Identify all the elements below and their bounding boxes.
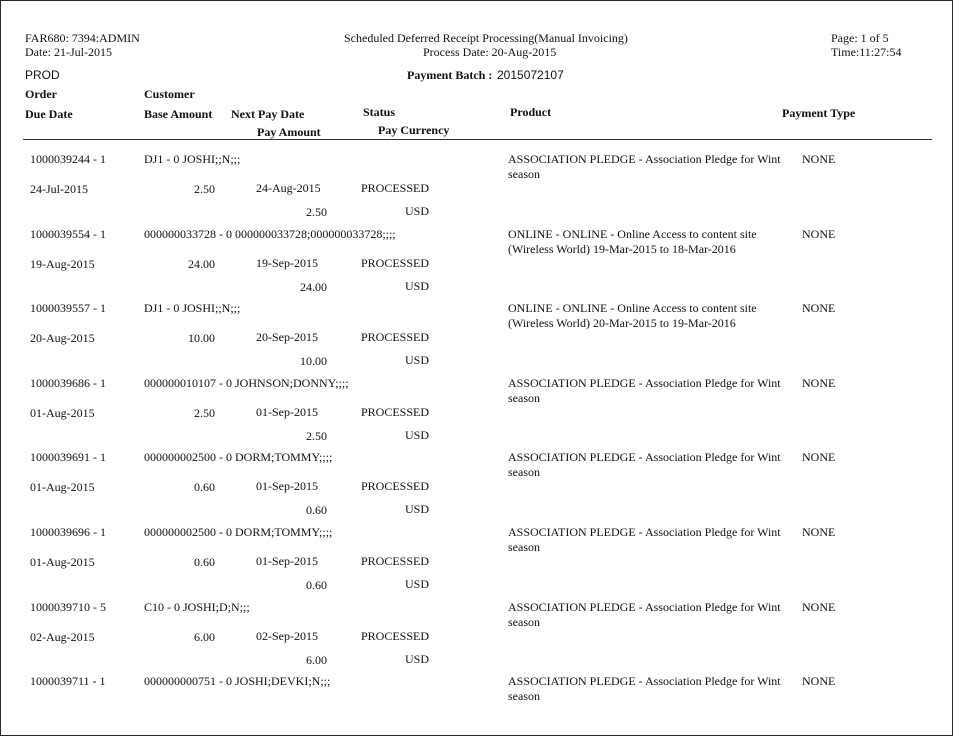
col-product: Product (510, 105, 552, 119)
pay-amount: 2.50 (306, 205, 327, 219)
customer-name: 000000002500 - 0 DORM;TOMMY;;;; (144, 525, 333, 539)
product-line-2: (Wireless World) 19-Mar-2015 to 18-Mar-2016 (508, 241, 736, 256)
record-row (1, 663, 952, 736)
product-line-1: ONLINE - ONLINE - Online Access to content site (508, 301, 757, 316)
status: PROCESSED (361, 330, 430, 345)
order-number: 1000039710 - 5 (30, 599, 106, 614)
col-payment-type: Payment Type (782, 106, 856, 120)
status: PROCESSED (361, 554, 430, 568)
product-line-2: (Wireless World) 20-Mar-2015 to 19-Mar-2016 (508, 316, 736, 331)
pay-currency: USD (405, 427, 430, 442)
environment-label: PROD (25, 68, 60, 82)
record-row (1, 589, 952, 667)
product-line-2: season (508, 689, 540, 704)
pay-currency: USD (405, 651, 430, 666)
payment-batch-label: Payment Batch : (407, 68, 493, 82)
due-date: 01-Aug-2015 (30, 480, 95, 495)
base-amount: 6.00 (194, 629, 215, 644)
report-id: FAR680: 7394:ADMIN (25, 31, 140, 45)
due-date: 19-Aug-2015 (30, 256, 95, 271)
record-row (1, 439, 952, 518)
process-date: Process Date: 20-Aug-2015 (423, 45, 557, 59)
pay-amount: 6.00 (306, 652, 327, 667)
next-pay-date: 01-Sep-2015 (256, 404, 318, 419)
payment-type: NONE (802, 375, 836, 390)
col-pay-currency: Pay Currency (378, 123, 450, 137)
payment-type: NONE (802, 674, 836, 689)
next-pay-date: 24-Aug-2015 (256, 181, 321, 195)
pay-currency: USD (405, 278, 430, 293)
page-number: Page: 1 of 5 (831, 31, 889, 45)
payment-batch-value: 2015072107 (497, 68, 564, 82)
product-line-2: season (508, 390, 540, 405)
col-base-amount: Base Amount (144, 107, 213, 121)
customer-name: DJ1 - 0 JOSHI;;N;;; (144, 152, 241, 166)
base-amount: 0.60 (194, 480, 215, 495)
product-line-1: ASSOCIATION PLEDGE - Association Pledge for Wint (508, 450, 781, 465)
payment-type: NONE (802, 525, 836, 539)
pay-amount: 0.60 (306, 578, 327, 592)
status: PROCESSED (361, 479, 430, 494)
status: PROCESSED (361, 628, 430, 643)
pay-currency: USD (405, 502, 430, 517)
pay-currency: USD (405, 353, 430, 368)
record-row (1, 290, 952, 369)
pay-amount: 24.00 (300, 279, 327, 294)
report-date: Date: 21-Jul-2015 (25, 45, 112, 59)
order-number: 1000039686 - 1 (30, 375, 106, 390)
pay-amount: 2.50 (306, 428, 327, 443)
status: PROCESSED (361, 181, 430, 195)
due-date: 24-Jul-2015 (30, 182, 88, 196)
order-number: 1000039244 - 1 (30, 152, 106, 166)
payment-type: NONE (802, 226, 836, 241)
product-line-1: ONLINE - ONLINE - Online Access to content site (508, 226, 757, 241)
product-line-1: ASSOCIATION PLEDGE - Association Pledge for Wint (508, 674, 781, 689)
customer-name: 000000033728 - 0 000000033728;000000033728;;;; (144, 226, 396, 241)
base-amount: 0.60 (194, 555, 215, 569)
payment-type: NONE (802, 301, 836, 316)
customer-name: 000000000751 - 0 JOSHI;DEVKI;N;;; (144, 674, 331, 689)
customer-name: 000000002500 - 0 DORM;TOMMY;;;; (144, 450, 333, 465)
base-amount: 2.50 (194, 182, 215, 196)
due-date: 02-Aug-2015 (30, 629, 95, 644)
product-line-1: ASSOCIATION PLEDGE - Association Pledge for Wint (508, 375, 781, 390)
due-date: 01-Aug-2015 (30, 405, 95, 420)
payment-type: NONE (802, 599, 836, 614)
customer-name: C10 - 0 JOSHI;D;N;;; (144, 599, 250, 614)
order-number: 1000039711 - 1 (30, 674, 106, 689)
pay-amount: 10.00 (300, 354, 327, 369)
report-time: Time:11:27:54 (831, 45, 902, 59)
product-line-2: season (508, 614, 540, 629)
order-number: 1000039554 - 1 (30, 226, 106, 241)
product-line-2: season (508, 465, 540, 480)
next-pay-date: 01-Sep-2015 (256, 479, 318, 494)
record-row (1, 216, 952, 294)
record-row (1, 514, 952, 592)
next-pay-date: 02-Sep-2015 (256, 628, 318, 643)
order-number: 1000039557 - 1 (30, 301, 106, 316)
pay-amount: 0.60 (306, 503, 327, 518)
col-status: Status (363, 105, 396, 119)
payment-type: NONE (802, 450, 836, 465)
status: PROCESSED (361, 255, 430, 270)
record-row (1, 141, 952, 219)
product-line-1: ASSOCIATION PLEDGE - Association Pledge for Wint (508, 599, 781, 614)
pay-currency: USD (405, 577, 430, 591)
next-pay-date: 19-Sep-2015 (256, 255, 318, 270)
col-next-pay-date: Next Pay Date (231, 107, 305, 121)
customer-name: DJ1 - 0 JOSHI;;N;;; (144, 301, 241, 316)
record-row (1, 365, 952, 443)
order-number: 1000039696 - 1 (30, 525, 106, 539)
col-order: Order (25, 87, 57, 101)
due-date: 01-Aug-2015 (30, 555, 95, 569)
col-due-date: Due Date (25, 107, 73, 121)
next-pay-date: 01-Sep-2015 (256, 554, 318, 568)
col-customer: Customer (144, 87, 195, 101)
product-line-1: ASSOCIATION PLEDGE - Association Pledge for Wint (508, 525, 781, 539)
product-line-1: ASSOCIATION PLEDGE - Association Pledge for Wint (508, 152, 781, 166)
pay-currency: USD (405, 204, 430, 218)
product-line-2: season (508, 167, 540, 181)
product-line-2: season (508, 540, 540, 554)
due-date: 20-Aug-2015 (30, 331, 95, 346)
base-amount: 2.50 (194, 405, 215, 420)
next-pay-date: 20-Sep-2015 (256, 330, 318, 345)
customer-name: 000000010107 - 0 JOHNSON;DONNY;;;; (144, 375, 349, 390)
col-pay-amount: Pay Amount (257, 125, 321, 139)
base-amount: 24.00 (188, 256, 215, 271)
report-title: Scheduled Deferred Receipt Processing(Manual Invoicing) (344, 31, 628, 45)
base-amount: 10.00 (188, 331, 215, 346)
header-divider (23, 139, 932, 140)
payment-type: NONE (802, 152, 836, 166)
order-number: 1000039691 - 1 (30, 450, 106, 465)
status: PROCESSED (361, 404, 430, 419)
